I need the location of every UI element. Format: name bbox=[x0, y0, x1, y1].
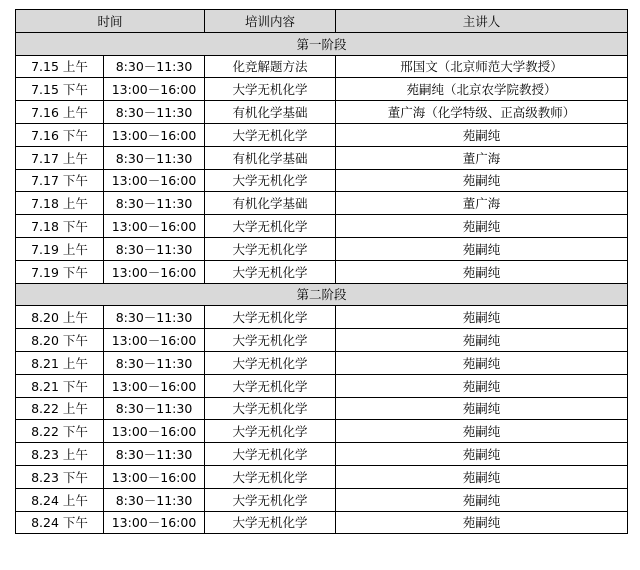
table-row bbox=[16, 169, 628, 192]
session-content-cell: 大学无机化学 bbox=[205, 465, 336, 488]
session-hours-cell: 13:00－16:00 bbox=[104, 420, 205, 443]
table-row bbox=[16, 329, 628, 352]
table-row bbox=[16, 123, 628, 146]
session-date-cell: 8.22 下午 bbox=[16, 420, 104, 443]
session-content-cell: 大学无机化学 bbox=[205, 351, 336, 374]
table-row bbox=[16, 101, 628, 124]
table-row bbox=[16, 420, 628, 443]
session-lecturer-cell: 董广海 bbox=[336, 146, 628, 169]
session-date-cell: 7.19 上午 bbox=[16, 237, 104, 260]
session-lecturer-cell: 苑嗣纯 bbox=[336, 420, 628, 443]
session-hours-cell: 8:30－11:30 bbox=[104, 351, 205, 374]
session-hours-cell: 8:30－11:30 bbox=[104, 101, 205, 124]
header-lecturer: 主讲人 bbox=[336, 10, 628, 33]
stage-row bbox=[16, 283, 628, 306]
table-row bbox=[16, 78, 628, 101]
session-lecturer-cell: 苑嗣纯 bbox=[336, 351, 628, 374]
session-content-cell: 化竞解题方法 bbox=[205, 55, 336, 78]
table-body bbox=[16, 32, 628, 534]
session-date-cell: 7.15 下午 bbox=[16, 78, 104, 101]
session-content-cell: 大学无机化学 bbox=[205, 260, 336, 283]
session-content-cell: 大学无机化学 bbox=[205, 123, 336, 146]
table-row bbox=[16, 488, 628, 511]
session-date-cell: 8.24 上午 bbox=[16, 488, 104, 511]
session-lecturer-cell: 董广海 bbox=[336, 192, 628, 215]
session-lecturer-cell: 苑嗣纯 bbox=[336, 237, 628, 260]
session-hours-cell: 13:00－16:00 bbox=[104, 169, 205, 192]
session-date-cell: 7.18 下午 bbox=[16, 215, 104, 238]
table-row bbox=[16, 306, 628, 329]
table-row bbox=[16, 260, 628, 283]
session-date-cell: 7.19 下午 bbox=[16, 260, 104, 283]
session-hours-cell: 13:00－16:00 bbox=[104, 260, 205, 283]
session-date-cell: 8.21 上午 bbox=[16, 351, 104, 374]
session-content-cell: 有机化学基础 bbox=[205, 101, 336, 124]
session-date-cell: 7.16 下午 bbox=[16, 123, 104, 146]
session-hours-cell: 8:30－11:30 bbox=[104, 55, 205, 78]
session-date-cell: 8.20 上午 bbox=[16, 306, 104, 329]
session-hours-cell: 13:00－16:00 bbox=[104, 215, 205, 238]
table-header bbox=[16, 10, 628, 33]
stage-label: 第二阶段 bbox=[16, 283, 628, 306]
session-lecturer-cell: 苑嗣纯（北京农学院教授） bbox=[336, 78, 628, 101]
session-hours-cell: 13:00－16:00 bbox=[104, 465, 205, 488]
session-content-cell: 大学无机化学 bbox=[205, 374, 336, 397]
session-date-cell: 7.15 上午 bbox=[16, 55, 104, 78]
session-date-cell: 7.17 下午 bbox=[16, 169, 104, 192]
session-hours-cell: 8:30－11:30 bbox=[104, 146, 205, 169]
session-hours-cell: 8:30－11:30 bbox=[104, 306, 205, 329]
session-lecturer-cell: 苑嗣纯 bbox=[336, 397, 628, 420]
table-row bbox=[16, 146, 628, 169]
session-hours-cell: 8:30－11:30 bbox=[104, 443, 205, 466]
table-row bbox=[16, 55, 628, 78]
session-lecturer-cell: 苑嗣纯 bbox=[336, 374, 628, 397]
session-content-cell: 大学无机化学 bbox=[205, 420, 336, 443]
session-date-cell: 7.18 上午 bbox=[16, 192, 104, 215]
session-content-cell: 大学无机化学 bbox=[205, 78, 336, 101]
session-date-cell: 8.21 下午 bbox=[16, 374, 104, 397]
session-date-cell: 8.24 下午 bbox=[16, 511, 104, 534]
session-content-cell: 大学无机化学 bbox=[205, 329, 336, 352]
session-lecturer-cell: 邢国文（北京师范大学教授） bbox=[336, 55, 628, 78]
table-row bbox=[16, 374, 628, 397]
session-hours-cell: 8:30－11:30 bbox=[104, 237, 205, 260]
session-hours-cell: 8:30－11:30 bbox=[104, 488, 205, 511]
schedule-table bbox=[15, 9, 628, 534]
session-content-cell: 大学无机化学 bbox=[205, 443, 336, 466]
session-lecturer-cell: 苑嗣纯 bbox=[336, 260, 628, 283]
session-content-cell: 大学无机化学 bbox=[205, 215, 336, 238]
session-date-cell: 8.23 下午 bbox=[16, 465, 104, 488]
session-content-cell: 大学无机化学 bbox=[205, 511, 336, 534]
table-row bbox=[16, 465, 628, 488]
table-row bbox=[16, 215, 628, 238]
table-row bbox=[16, 511, 628, 534]
session-lecturer-cell: 苑嗣纯 bbox=[336, 511, 628, 534]
session-lecturer-cell: 苑嗣纯 bbox=[336, 443, 628, 466]
session-lecturer-cell: 苑嗣纯 bbox=[336, 488, 628, 511]
session-content-cell: 大学无机化学 bbox=[205, 306, 336, 329]
session-content-cell: 大学无机化学 bbox=[205, 169, 336, 192]
session-date-cell: 8.23 上午 bbox=[16, 443, 104, 466]
session-hours-cell: 13:00－16:00 bbox=[104, 78, 205, 101]
table-row bbox=[16, 192, 628, 215]
session-content-cell: 大学无机化学 bbox=[205, 237, 336, 260]
table-row bbox=[16, 351, 628, 374]
session-date-cell: 8.20 下午 bbox=[16, 329, 104, 352]
session-hours-cell: 13:00－16:00 bbox=[104, 511, 205, 534]
table-row bbox=[16, 397, 628, 420]
session-hours-cell: 13:00－16:00 bbox=[104, 374, 205, 397]
session-lecturer-cell: 苑嗣纯 bbox=[336, 306, 628, 329]
session-content-cell: 有机化学基础 bbox=[205, 146, 336, 169]
stage-label: 第一阶段 bbox=[16, 32, 628, 55]
session-hours-cell: 13:00－16:00 bbox=[104, 123, 205, 146]
session-hours-cell: 8:30－11:30 bbox=[104, 192, 205, 215]
session-lecturer-cell: 董广海（化学特级、正高级教师） bbox=[336, 101, 628, 124]
table-row bbox=[16, 443, 628, 466]
session-date-cell: 8.22 上午 bbox=[16, 397, 104, 420]
session-lecturer-cell: 苑嗣纯 bbox=[336, 169, 628, 192]
session-content-cell: 有机化学基础 bbox=[205, 192, 336, 215]
session-content-cell: 大学无机化学 bbox=[205, 488, 336, 511]
session-date-cell: 7.17 上午 bbox=[16, 146, 104, 169]
table-row bbox=[16, 237, 628, 260]
session-lecturer-cell: 苑嗣纯 bbox=[336, 465, 628, 488]
session-lecturer-cell: 苑嗣纯 bbox=[336, 215, 628, 238]
header-time: 时间 bbox=[16, 10, 205, 33]
session-date-cell: 7.16 上午 bbox=[16, 101, 104, 124]
session-content-cell: 大学无机化学 bbox=[205, 397, 336, 420]
session-hours-cell: 13:00－16:00 bbox=[104, 329, 205, 352]
session-lecturer-cell: 苑嗣纯 bbox=[336, 329, 628, 352]
session-hours-cell: 8:30－11:30 bbox=[104, 397, 205, 420]
stage-row bbox=[16, 32, 628, 55]
header-content: 培训内容 bbox=[205, 10, 336, 33]
session-lecturer-cell: 苑嗣纯 bbox=[336, 123, 628, 146]
header-row bbox=[16, 10, 628, 33]
